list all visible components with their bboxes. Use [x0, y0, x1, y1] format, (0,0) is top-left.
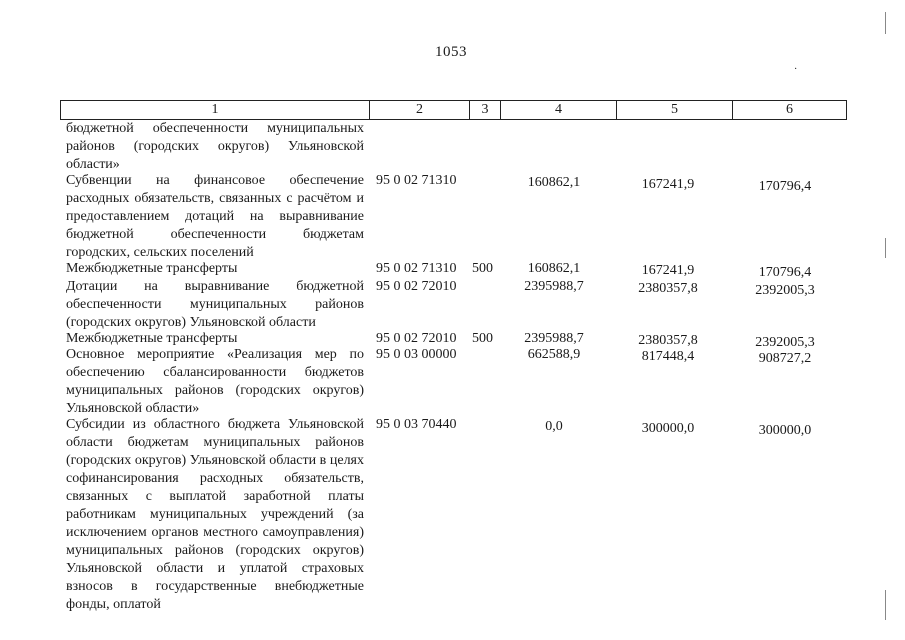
row-value-col4: 2395988,7 [524, 279, 584, 294]
row-value-col5: 167241,9 [641, 177, 695, 192]
row-code: 95 0 02 71310 [376, 173, 457, 188]
row-value-col5: 167241,9 [641, 263, 695, 278]
row-value-col4: 0,0 [545, 419, 563, 434]
page-number: 1053 [435, 44, 467, 60]
row-value-col4: 662588,9 [527, 347, 581, 362]
column-header-3: 3 [481, 102, 489, 117]
row-value-col5: 2380357,8 [638, 333, 698, 348]
row-expense-type: 500 [472, 331, 493, 346]
row-description: Дотации на выравнивание бюджетной обеспеченности муниципальных районов (городских округов) Ульяновской области [66, 279, 364, 330]
row-expense-type: 500 [472, 261, 493, 276]
row-value-col4: 160862,1 [527, 175, 581, 190]
row-value-col5: 2380357,8 [638, 281, 698, 296]
row-description: Субвенции на финансовое обеспечение расходных обязательств, связанных с расчётом и предоставлением дотаций на выравнивание бюджетной обеспеченности бюджетам городских, сельских поселений [66, 173, 364, 260]
row-value-col6: 908727,2 [758, 351, 812, 366]
row-value-col6: 170796,4 [758, 265, 812, 280]
row-value-col6: 300000,0 [758, 423, 812, 438]
row-value-col5: 817448,4 [641, 349, 695, 364]
column-header-4: 4 [555, 102, 562, 117]
row-value-col5: 300000,0 [641, 421, 695, 436]
column-header-6: 6 [786, 102, 793, 117]
column-header-5: 5 [671, 102, 678, 117]
row-code: 95 0 02 71310 [376, 261, 457, 276]
row-description: Основное мероприятие «Реализация мер по обеспечению сбалансированности бюджетов муниципальных районов (городских округов) Ульяновской области» [66, 347, 364, 416]
row-code: 95 0 03 70440 [376, 417, 457, 432]
row-value-col6: 2392005,3 [755, 283, 815, 298]
column-header-1: 1 [211, 102, 219, 117]
row-description: Субсидии из областного бюджета Ульяновской области бюджетам муниципальных районов (городских округов) Ульяновской области в целях софинансирования расходных обязательств, связанных с выплатой заработной платы работникам муниципальных учреждений (за исключением органов местного самоуправления) муниципальных районов (городских округов) Ульяновской области и уплатой страховых взносов в государственные внебюджетные фонды, оплатой [66, 417, 364, 612]
table-header [60, 100, 847, 120]
row-description: Межбюджетные трансферты [66, 261, 238, 276]
row-code: 95 0 02 72010 [376, 279, 457, 294]
row-value-col4: 160862,1 [527, 261, 581, 276]
row-value-col4: 2395988,7 [524, 331, 584, 346]
row-code: 95 0 02 72010 [376, 331, 457, 346]
scan-edge-mark [885, 590, 886, 620]
scan-edge-mark [885, 12, 886, 34]
row-description: бюджетной обеспеченности муниципальных районов (городских округов) Ульяновской области» [66, 121, 364, 172]
row-value-col6: 2392005,3 [755, 335, 815, 350]
scan-edge-mark [885, 238, 886, 258]
scan-mark: · [794, 64, 798, 75]
row-description: Межбюджетные трансферты [66, 331, 238, 346]
column-header-2: 2 [416, 102, 423, 117]
row-value-col6: 170796,4 [758, 179, 812, 194]
row-code: 95 0 03 00000 [376, 347, 457, 362]
